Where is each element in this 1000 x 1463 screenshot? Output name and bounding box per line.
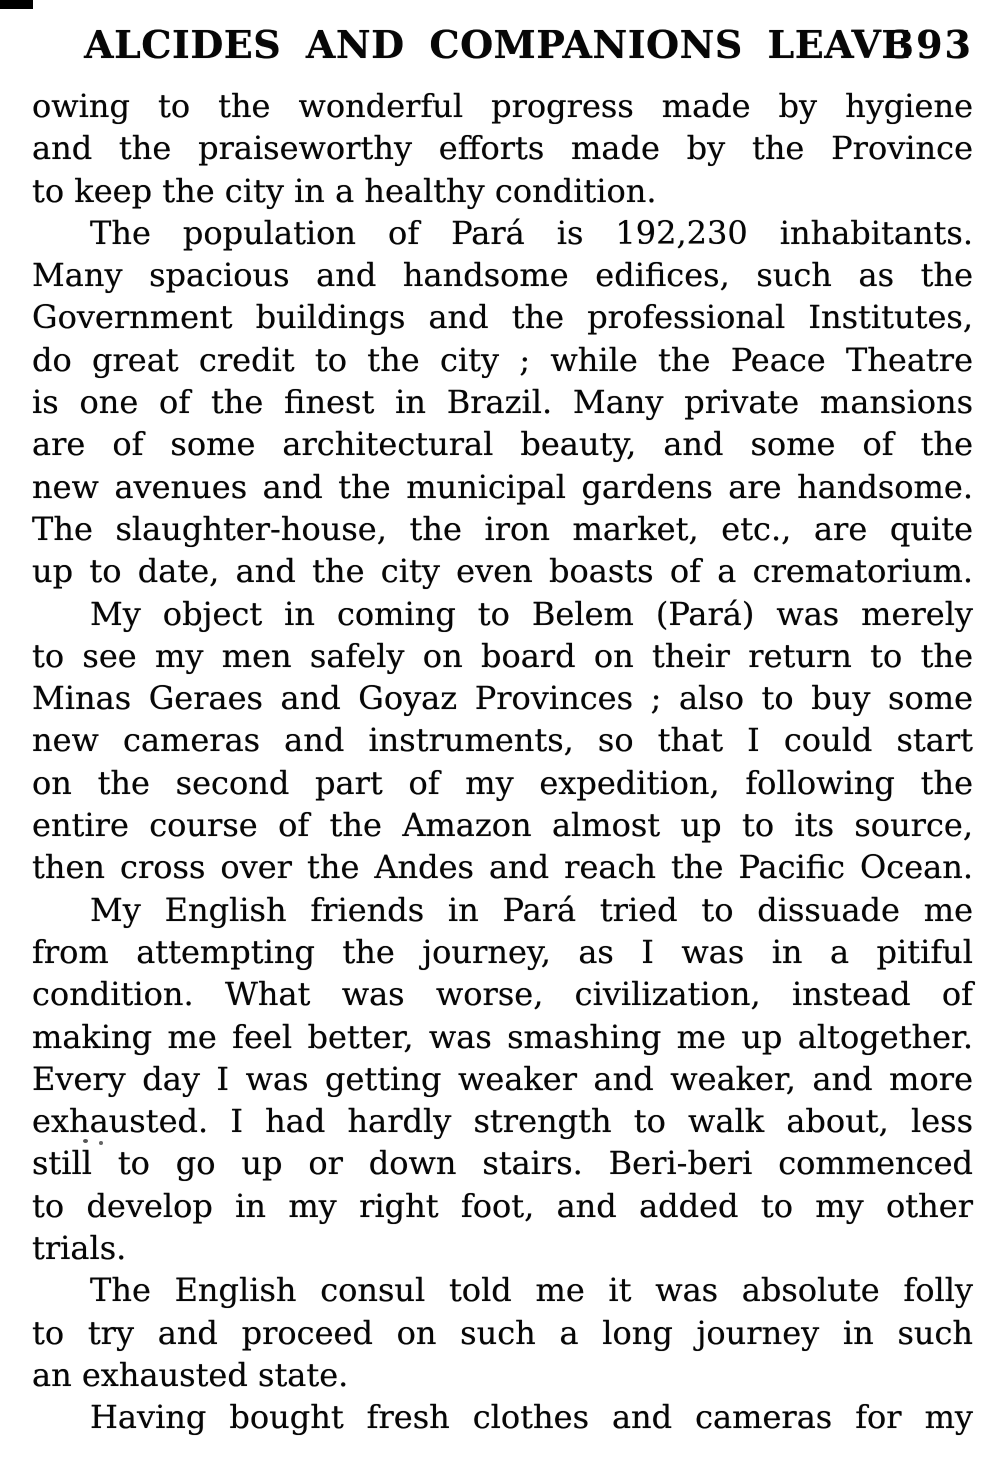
text-line: on the second part of my expedition, following the: [32, 763, 973, 802]
text-line: to try and proceed on such a long journey in such: [32, 1313, 973, 1352]
paragraph: [32, 1396, 973, 1438]
page-content: [32, 22, 973, 1439]
text-line: owing to the wonderful progress made by hygiene: [32, 87, 973, 125]
text-line: is one of the finest in Brazil. Many private mansions: [32, 383, 973, 422]
text-line: Every day I was getting weaker and weaker, and more: [32, 1059, 973, 1098]
text-line: Many spacious and handsome edifices, such as the: [32, 256, 973, 295]
text-line: still to go up or down stairs. Beri-beri commenced: [32, 1144, 973, 1183]
paragraph: [32, 889, 973, 1270]
text-line: exhausted. I had hardly strength to walk about, less: [32, 1102, 973, 1141]
text-line: making me feel better, was smashing me up altogether.: [32, 1017, 973, 1056]
text-line: condition. What was worse, civilization, instead of: [32, 975, 973, 1014]
page-number: 393: [887, 22, 973, 67]
text-line: do great credit to the city ; while the Peace Theatre: [32, 340, 973, 379]
text-line: to develop in my right foot, and added to my other: [32, 1186, 973, 1225]
text-line: then cross over the Andes and reach the Pacific Ocean.: [32, 848, 973, 887]
text-line: Minas Geraes and Goyaz Provinces ; also to buy some: [32, 679, 973, 718]
text-line: The slaughter-house, the iron market, etc., are quite: [32, 509, 973, 548]
text-line: Having bought fresh clothes and cameras for my: [90, 1398, 973, 1437]
text-line: and the praiseworthy efforts made by the Province: [32, 129, 973, 168]
text-line: My object in coming to Belem (Pará) was merely: [90, 594, 973, 633]
text-line: new cameras and instruments, so that I could start: [32, 721, 973, 760]
text-line: to see my men safely on board on their return to the: [32, 636, 973, 675]
text-line: The English consul told me it was absolute folly: [90, 1271, 973, 1310]
paragraph: [32, 85, 973, 212]
text-line: trials.: [32, 1229, 127, 1268]
paragraph: [32, 212, 973, 593]
running-header: [32, 22, 973, 70]
text-line: up to date, and the city even boasts of a crematorium.: [32, 552, 973, 591]
text-line: My English friends in Pará tried to dissuade me: [90, 890, 973, 929]
paragraph: [32, 593, 973, 889]
text-line: an exhausted state.: [32, 1355, 349, 1394]
text-line: entire course of the Amazon almost up to its source,: [32, 806, 973, 845]
page-body: [32, 85, 973, 1439]
text-line: from attempting the journey, as I was in a pitiful: [32, 932, 973, 971]
text-line: new avenues and the municipal gardens are handsome.: [32, 467, 973, 506]
text-line: Government buildings and the professional Institutes,: [32, 298, 973, 337]
paragraph: [32, 1269, 973, 1396]
scan-artifact-corner-bar: [0, 0, 33, 9]
text-line: are of some architectural beauty, and some of the: [32, 425, 973, 464]
text-line: The population of Pará is 192,230 inhabitants.: [90, 213, 973, 252]
text-line: to keep the city in a healthy condition.: [32, 171, 657, 210]
chapter-header-title: ALCIDES AND COMPANIONS LEAVE: [84, 22, 911, 67]
